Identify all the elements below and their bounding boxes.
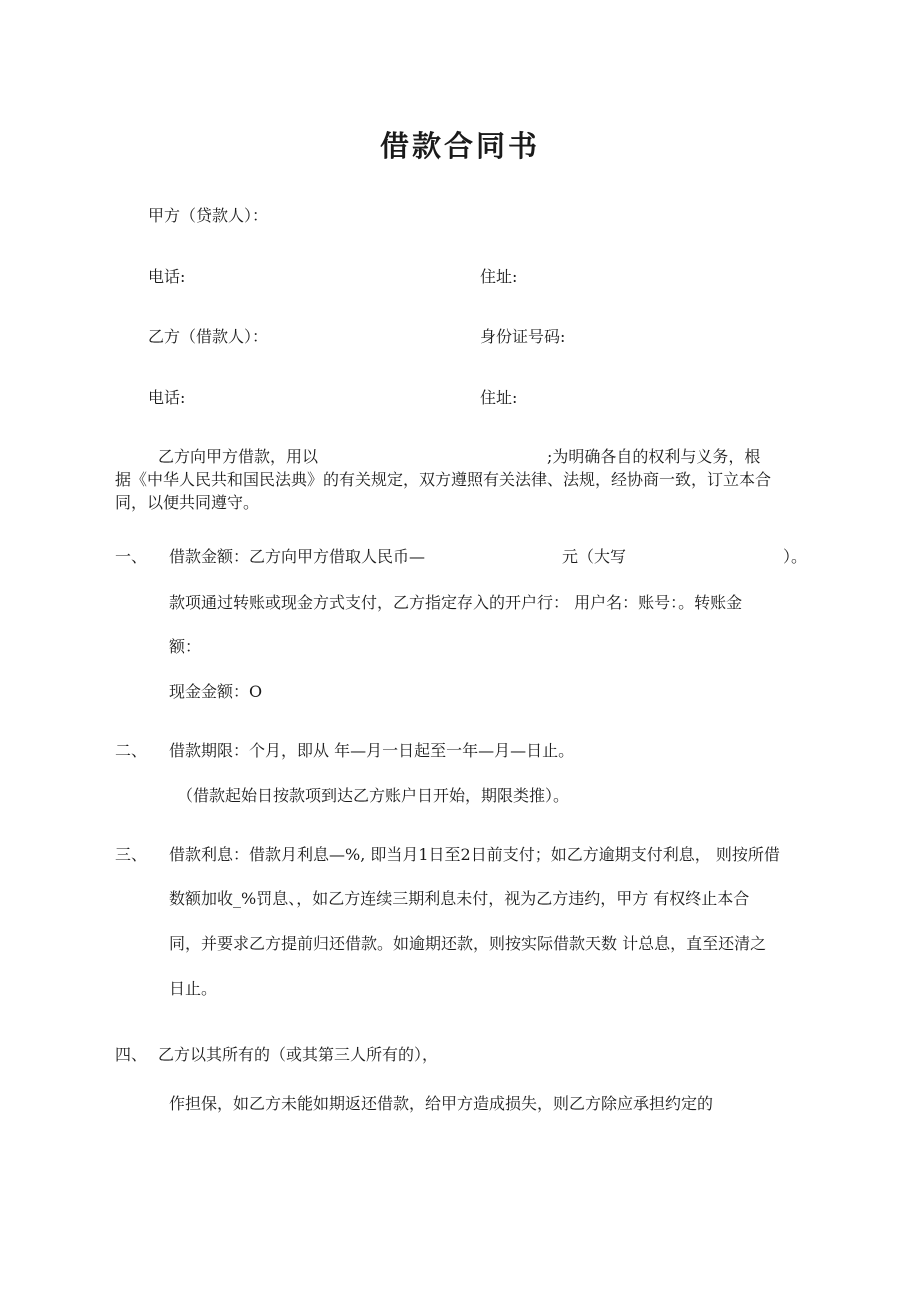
clause-1-line3: 额： <box>169 637 202 656</box>
clause-1-amount-capital: 元（大写 <box>562 547 627 566</box>
intro-line1-end: ;为明确各自的权利与义务，根 <box>547 447 761 466</box>
clause-4-number: 四、 <box>115 1045 148 1064</box>
clause-2-line2: （借款起始日按款项到达乙方账户日开始，期限类推）。 <box>177 786 570 805</box>
clause-1-line1-end: ）。 <box>783 547 808 566</box>
party-b-id-label: 身份证号码: <box>480 327 566 346</box>
clause-2-line1: 借款期限：个月，即从 年—月一日起至一年—月—日止。 <box>169 741 575 760</box>
clause-3-line2: 数额加收_%罚息、，如乙方连续三期利息未付，视为乙方违约，甲方 有权终止本合 <box>169 889 750 908</box>
document-title: 借款合同书 <box>379 129 540 163</box>
clause-2-number: 二、 <box>115 741 148 760</box>
party-a-phone-label: 电话: <box>148 267 186 286</box>
party-a-address-label: 住址: <box>480 267 518 286</box>
party-a-label: 甲方（贷款人）： <box>148 206 269 225</box>
intro-line1-start: 乙方向甲方借款，用以 <box>158 447 319 466</box>
clause-4-line1: 乙方以其所有的（或其第三人所有的）， <box>158 1045 439 1064</box>
intro-line2: 据《中华人民共和国民法典》的有关规定，双方遵照有关法律、法规，经协商一致，订立本合 <box>115 470 772 489</box>
clause-1-line2: 款项通过转账或现金方式支付，乙方指定存入的开户行： 用户名：账号：。转账金 <box>169 593 743 612</box>
clause-1-line1: 借款金额：乙方向甲方借取人民币— <box>169 547 426 566</box>
clause-3-line1: 借款利息：借款月利息—%, 即当月1日至2日前支付；如乙方逾期支付利息， 则按所借 <box>169 845 780 864</box>
clause-3-number: 三、 <box>115 845 148 864</box>
intro-line3: 同，以便共同遵守。 <box>115 493 260 512</box>
clause-4-line2: 作担保，如乙方未能如期返还借款，给甲方造成损失，则乙方除应承担约定的 <box>169 1094 714 1113</box>
party-b-address-label: 住址: <box>480 388 518 407</box>
clause-3-line3: 同，并要求乙方提前归还借款。如逾期还款，则按实际借款天数 计总息，直至还清之 <box>169 934 767 953</box>
party-b-phone-label: 电话: <box>148 388 186 407</box>
clause-3-line4: 日止。 <box>169 979 218 998</box>
party-b-label: 乙方（借款人）： <box>148 327 269 346</box>
clause-1-line4: 现金金额：O <box>169 682 263 701</box>
clause-1-number: 一、 <box>115 547 148 566</box>
